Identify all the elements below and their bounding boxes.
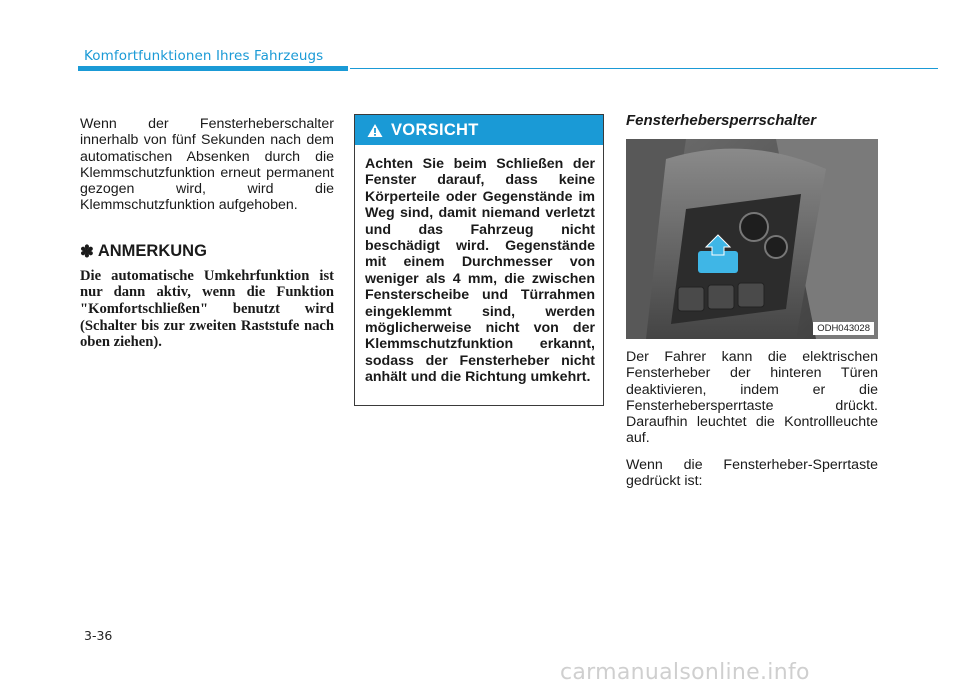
left-column (80, 116, 334, 351)
caution-text: Achten Sie beim Schließen der Fenster darauf, dass keine Körperteile oder Gegenstände im Weg sind, damit niemand verletzt und das Fahrzeug nicht beschädigt wird. Gegenstände mit einem Durchmesser von weniger als 4 mm, die zwischen Fensterscheibe und Türrahmen eingeklemmt sind, werden möglicherweise nicht von der Klemmschutzfunktion erkannt, sodass der Fensterheber nicht anhält und die Richtung umkehrt. (365, 156, 595, 386)
image-code: ODH043028 (813, 322, 874, 335)
window-lock-heading: Fensterhebersperrschalter (626, 112, 817, 129)
door-switch-illustration (626, 139, 878, 339)
window-lock-paragraph: Der Fahrer kann die elektrischen Fensterheber der hinteren Türen deaktivieren, indem er die Fensterhebersperrtaste drückt. Daraufhin leuchtet die Kontrollleuchte auf. (626, 349, 878, 447)
page-number: 3-36 (84, 628, 113, 643)
right-column (626, 110, 878, 489)
warning-triangle-icon (367, 123, 383, 138)
note-star-icon: ✽ (80, 242, 94, 261)
note-text: Die automatische Umkehrfunktion ist nur dann aktiv, wenn die Funktion "Komfortschließen" benutzt wird (Schalter bis zur zweiten Raststufe nach oben ziehen). (80, 267, 334, 351)
clamp-release-paragraph: Wenn der Fensterheberschalter innerhalb von fünf Sekunden nach dem automatischen Absenken durch die Klemmschutzfunktion erneut permanent gezogen wird, wird die Klemmschutzfunktion aufgehoben. (80, 116, 334, 214)
section-header: Komfortfunktionen Ihres Fahrzeugs (84, 48, 324, 64)
window-lock-switch-photo (626, 139, 878, 339)
note-heading (80, 242, 334, 262)
watermark: carmanualsonline.info (560, 660, 810, 685)
note-title: ANMERKUNG (97, 242, 207, 261)
caution-title: VORSICHT (391, 120, 479, 139)
window-lock-pressed-paragraph: Wenn die Fensterheber-Sperrtaste gedrückt ist: (626, 456, 878, 490)
header-bar (78, 66, 348, 71)
header-rule (350, 68, 938, 69)
caution-header (355, 115, 603, 145)
caution-box (354, 114, 604, 406)
